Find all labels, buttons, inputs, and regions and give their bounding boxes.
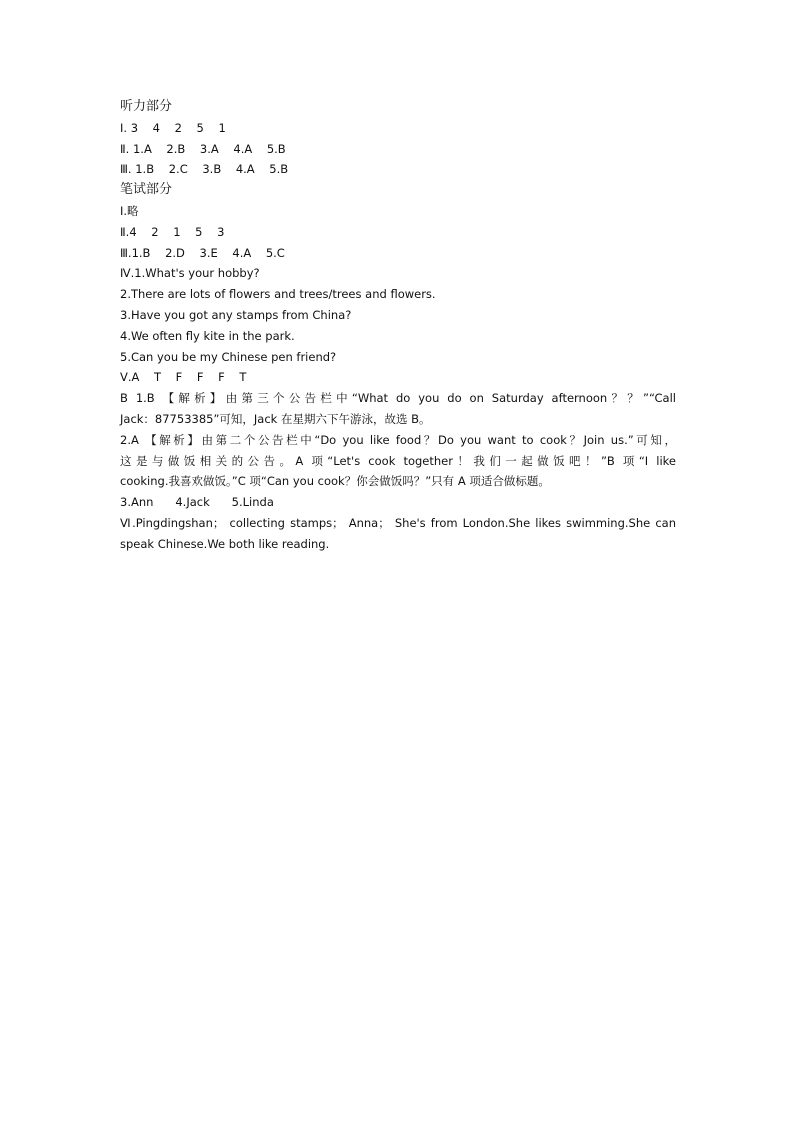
section-b-answer-1-line-1: B 1.B 【解析】由第三个公告栏中“What do you do on Saturday afternoon？？”“Call: [120, 391, 676, 406]
writing-answer-4-line-5: 5.Can you be my Chinese pen friend?: [120, 349, 337, 364]
section-b-answer-2-line-2: 这是与做饭相关的公告。A 项“Let's cook together！我们一起做饭吧！”B 项“I like: [120, 453, 676, 468]
writing-heading: 笔试部分: [120, 182, 173, 198]
listening-heading: 听力部分: [120, 99, 173, 114]
writing-answer-6-line-2: speak Chinese.We both like reading.: [120, 536, 330, 551]
section-b-answer-1-line-2: Jack：87753385”可知，Jack 在星期六下午游泳，故选 B。: [120, 411, 431, 426]
listening-answer-2: Ⅱ. 1.A 2.B 3.A 4.A 5.B: [120, 141, 286, 156]
writing-answer-5: Ⅴ.A T F F F T: [120, 370, 247, 385]
listening-answer-1: Ⅰ. 3 4 2 5 1: [120, 120, 226, 135]
section-b-answer-2-line-3: cooking.我喜欢做饭。”C 项“Can you cook？你会做饭吗？”只有 A 项适合做标题。: [120, 474, 550, 489]
writing-answer-4-line-4: 4.We often fly kite in the park.: [120, 328, 295, 343]
writing-answer-3: Ⅲ.1.B 2.D 3.E 4.A 5.C: [120, 245, 285, 260]
section-b-answer-2-line-1: 2.A 【解析】由第二个公告栏中“Do you like food？Do you want to cook？Join us.”可知，: [120, 432, 676, 447]
writing-answer-1: Ⅰ.略: [120, 203, 139, 218]
writing-answer-4-line-3: 3.Have you got any stamps from China?: [120, 307, 352, 322]
writing-answer-4-line-1: Ⅳ.1.What's your hobby?: [120, 266, 260, 281]
writing-answer-2: Ⅱ.4 2 1 5 3: [120, 224, 225, 239]
writing-answer-6-line-1: Ⅵ.Pingdingshan； collecting stamps； Anna； She's from London.She likes swimming.She can: [120, 515, 676, 530]
listening-answer-3: Ⅲ. 1.B 2.C 3.B 4.A 5.B: [120, 162, 289, 177]
section-b-answer-3: 3.Ann 4.Jack 5.Linda: [120, 495, 274, 510]
writing-answer-4-line-2: 2.There are lots of flowers and trees/trees and flowers.: [120, 287, 436, 302]
answer-key-document: [120, 97, 676, 555]
